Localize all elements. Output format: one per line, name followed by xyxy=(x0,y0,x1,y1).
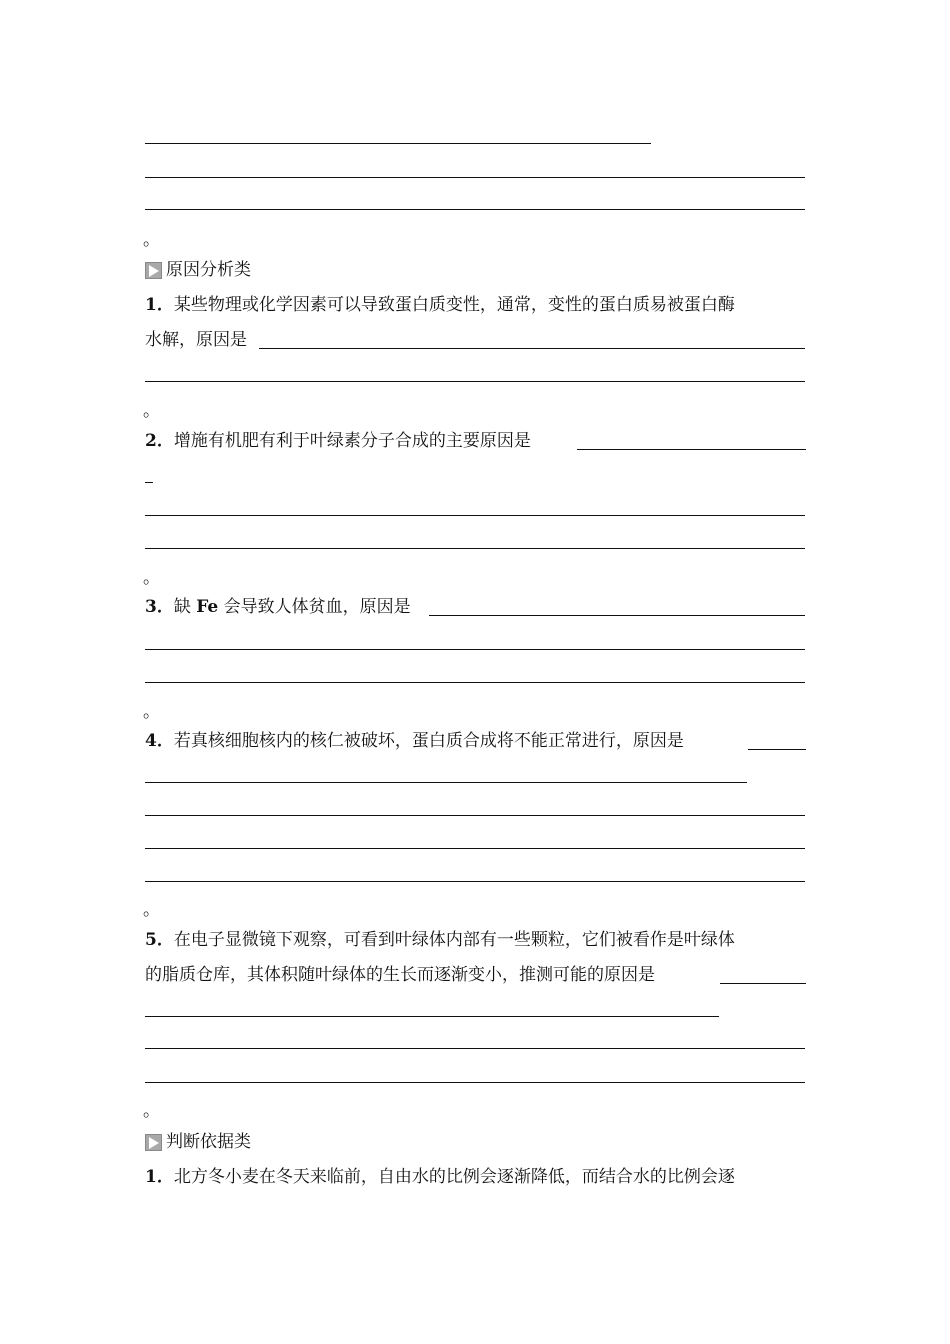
period-mark: 。 xyxy=(143,1101,160,1121)
question-5-line2: 的脂质仓库，其体积随叶绿体的生长而逐渐变小，推测可能的原因是 xyxy=(145,965,655,985)
section-title: 判断依据类 xyxy=(166,1132,251,1152)
period-mark: 。 xyxy=(143,401,160,421)
question-2: 2．增施有机肥有利于叶绿素分子合成的主要原因是 xyxy=(145,431,531,451)
period-mark: 。 xyxy=(143,230,160,250)
answer-line[interactable] xyxy=(145,177,805,178)
play-icon xyxy=(145,262,162,279)
section-heading-judgment-basis xyxy=(145,1131,251,1153)
answer-line[interactable] xyxy=(145,381,805,382)
period-mark: 。 xyxy=(143,900,160,920)
judgment-question-1: 1．北方冬小麦在冬天来临前，自由水的比例会逐渐降低，而结合水的比例会逐 xyxy=(145,1167,735,1187)
answer-line[interactable] xyxy=(145,649,805,650)
answer-line[interactable] xyxy=(145,1082,805,1083)
section-heading-cause-analysis xyxy=(145,259,251,281)
answer-line[interactable] xyxy=(259,348,805,349)
answer-line[interactable] xyxy=(748,749,806,750)
question-1: 1．某些物理或化学因素可以导致蛋白质变性，通常，变性的蛋白质易被蛋白酶 xyxy=(145,295,735,315)
question-1-line2: 水解，原因是 xyxy=(145,330,247,350)
period-mark: 。 xyxy=(143,702,160,722)
answer-line[interactable] xyxy=(429,615,805,616)
answer-line[interactable] xyxy=(577,449,806,450)
question-4: 4．若真核细胞核内的核仁被破坏，蛋白质合成将不能正常进行，原因是 xyxy=(145,731,684,751)
answer-line[interactable] xyxy=(145,782,747,783)
answer-line[interactable] xyxy=(145,209,805,210)
answer-line[interactable] xyxy=(145,682,805,683)
play-icon xyxy=(145,1134,162,1151)
section-title: 原因分析类 xyxy=(166,260,251,280)
question-3: 3．缺 Fe 会导致人体贫血，原因是 xyxy=(145,597,411,617)
answer-line[interactable] xyxy=(145,548,805,549)
answer-line[interactable] xyxy=(145,515,805,516)
question-5: 5．在电子显微镜下观察，可看到叶绿体内部有一些颗粒，它们被看作是叶绿体 xyxy=(145,930,735,950)
answer-line[interactable] xyxy=(145,143,651,144)
answer-line[interactable] xyxy=(145,848,805,849)
period-mark: 。 xyxy=(143,568,160,588)
answer-line[interactable] xyxy=(145,1016,719,1017)
answer-line[interactable] xyxy=(145,482,153,483)
answer-line[interactable] xyxy=(145,881,805,882)
answer-line[interactable] xyxy=(145,1048,805,1049)
answer-line[interactable] xyxy=(720,983,806,984)
answer-line[interactable] xyxy=(145,815,805,816)
